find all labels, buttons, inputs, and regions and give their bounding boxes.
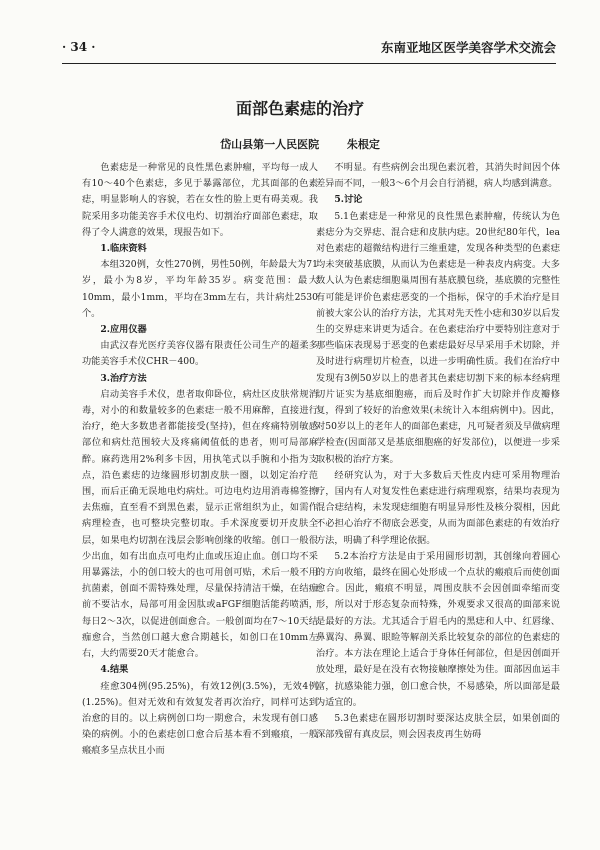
header-rule [62, 63, 556, 64]
body-paragraph: 不明显。有些病例会出现色素沉着，其消失时间因个体差异而不同，一般3～6个月会自行消褪，病人均感到满意。 [316, 162, 560, 190]
body-paragraph: 5.2本治疗方法是由于采用圆形切割，其创缘向着圆心的方向收缩，最终在圆心处形成一个点状的瘢痕后而使创面愈合。因此，瘢痕不明显，周围皮肤不会因创面牵缩而变形，所以对于形态复杂而特殊，外观要求又很高的面部来说是最好的方法。尤其适合于眉毛内的黑痣和人中、红唇缘、鼻翼沟、鼻翼、眼睑等解剖关系比较复杂的部位的色素痣的治疗。本方法在理论上适合于身体任何部位，但是因创面开放处理，最好是在没有衣物接触摩擦处为佳。面部因血运丰富，抗感染能力强，创口愈合快，不易感染，所以面部是最为适宜的。 [316, 550, 560, 708]
section-heading: 5.讨论 [334, 194, 363, 206]
body-paragraph: 5.1色素痣是一种常见的良性黑色素肿瘤，传统认为色素痣分为交界痣、混合痣和皮肤内痣。20世纪80年代，lea对色素痣的超微结构进行三维重建，发现各种类型的色素痣均未突破基底膜，从而认为色素痣是一种表皮内病变。大多数人认为色素痣细胞巢周围有基底膜包绕，基底膜的完整性有可能是评价色素痣恶变的一个指标，保守的手术治疗是目前被大家公认的治疗方法，尤其对先天性小痣和30岁以后发生的交界痣来讲更为适合。在色素痣治疗中要特别注意对于那些临床表现易于恶变的色素痣最好尽早采用手术切除，并及时进行病理切片检查，以进一步明确性质。我们在治疗中发现有3例50岁以上的患者其色素痣切割下来的标本经病理切片证实为基底细胞癌，而后及时作扩大切除并作皮瓣修复，得到了较好的治愈效果(未统计入本组病例中)。因此，对50岁以上的老年人的面部色素痣，凡可疑者须及早做病理学检查(因面部又是基底细胞癌的好发部位)，以便进一步采取积极的治疗方案。 [316, 210, 560, 465]
body-paragraph: 本组320例，女性270例，男性50例，年龄最大为71岁，最小为8岁，平均年龄35岁。病变范围：最大10mm，最小1mm，平均在3mm左右，共计病灶2530个。 [82, 259, 318, 319]
section-heading: 3.治疗方法 [100, 372, 147, 384]
body-paragraph: 痊愈304例(95.25%)，有效12例(3.5%)，无效4例(1.25%)。但对无效和有效复发者再次治疗，同样可达到治愈的目的。以上病例创口均一期愈合，未发现有创口感染的病例。小的色素痣创口愈合后基本看不到瘢痕，一般瘢痕多呈点状且小而 [82, 680, 318, 757]
section-heading: 1.临床资料 [100, 243, 147, 255]
left-column [82, 160, 318, 810]
right-column [316, 160, 560, 810]
body-paragraph: 经研究认为，对于大多数后天性皮内痣可采用物理治疗，国内有人对复发性色素痣进行病理观察，结果均表现为混合痣结构，未发现痣细胞有明显异形性及核分裂相，因此不必担心治疗不彻底会恶变，从而为面部色素痣的有效治疗方法，明确了科学理论依据。 [316, 469, 560, 546]
byline [0, 136, 600, 152]
page-number: · 34 · [62, 40, 96, 54]
author-name: 朱根定 [346, 138, 380, 151]
section-heading: 4.结果 [100, 664, 129, 676]
body-paragraph: 色素痣是一种常见的良性黑色素肿瘤，平均每一成人有10～40个色素痣，多见于暴露部位，尤其面部的色素痣，明显影响人的容貌，若在女性的脸上更有碍美观。我院采用多功能美容手术仪电灼、切割治疗面部色素痣，取得了令人满意的效果，现报告如下。 [82, 162, 318, 238]
body-paragraph: 由武汉春光医疗美容仪器有限责任公司生产的超柔多功能美容手术仪CHR－400。 [82, 340, 318, 368]
running-header [62, 36, 556, 58]
affiliation: 岱山县第一人民医院 [220, 138, 320, 151]
journal-name: 东南亚地区医学美容学术交流会 [380, 40, 556, 55]
section-heading: 2.应用仪器 [100, 324, 147, 336]
article-title: 面部色素痣的治疗 [235, 99, 364, 118]
body-paragraph: 启动美容手术仪，患者取仰卧位，病灶区皮肤常规消毒，对小的和数量较多的色素痣一般不用麻醉，直接进行治疗，绝大多数患者都能接受(坚持)，但在疼痛特别敏感部位和病灶范围较大及疼痛阈值低的患者，则可局部麻醉。麻药选用2%利多卡因，用执笔式以手腕和小指为支点，沿色素痣的边缘圆形切割皮肤一圈，以划定治疗范围，而后正确无误地电灼病灶。可边电灼边用消毒棉签擦去焦痂，直至看不到黑色素，显示正常组织为止，如需作病理检查，也可整块完整切取。手术深度要切开皮肤全层，如果电灼切割在浅层会影响创缘的收缩。创口一般很少出血，如有出血点可电灼止血或压迫止血。创口均不采用暴露法，小的创口较大的也可用创可贴，术后一般不用抗菌素，创面不需特殊处理，尽量保持清洁干燥，在结痂前不要沾水，局部可用金因肽或aFGF细胞活能药喷洒，每日2～3次，以促进创面愈合。一般创面均在7～10天结痂愈合，当然创口越大愈合期越长，如创口在10mm左右，大约需要20天才能愈合。 [82, 388, 318, 660]
body-paragraph: 5.3色素痣在圆形切割时要深达皮肤全层，如果创面的深部残留有真皮层，则会因表皮再生妨碍 [316, 712, 560, 741]
